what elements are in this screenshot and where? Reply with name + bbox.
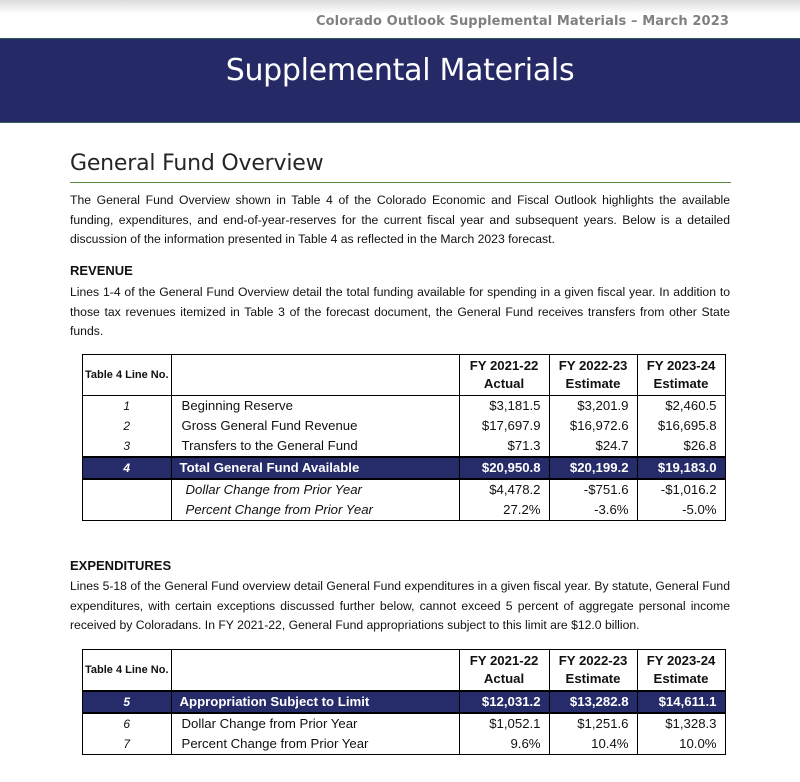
line-number: 4: [83, 457, 172, 479]
row-value: $12,031.2: [459, 691, 549, 713]
table-row: [83, 416, 726, 436]
row-value: -5.0%: [637, 500, 725, 521]
row-value: $26.8: [637, 436, 725, 457]
row-label: Gross General Fund Revenue: [171, 416, 459, 436]
row-value: -3.6%: [549, 500, 637, 521]
row-value: $1,328.3: [637, 713, 725, 734]
row-label: Percent Change from Prior Year: [171, 734, 459, 755]
line-number: 2: [83, 416, 172, 436]
row-label: Appropriation Subject to Limit: [171, 691, 459, 713]
banner-title: Supplemental Materials: [225, 53, 575, 88]
row-label: Transfers to the General Fund: [171, 436, 459, 457]
expenditures-heading: EXPENDITURES: [70, 558, 172, 573]
row-value: 10.0%: [637, 734, 725, 755]
running-header: Colorado Outlook Supplemental Materials – March 2023: [315, 14, 729, 29]
title-divider: [70, 182, 731, 183]
table-row: [83, 436, 726, 457]
header-label: [171, 355, 459, 396]
header-type: Estimate: [653, 376, 709, 391]
revenue-table: [82, 354, 726, 521]
header-label: [171, 650, 459, 692]
row-value: -$1,016.2: [637, 479, 725, 500]
line-number: [83, 500, 172, 521]
row-value: $20,950.8: [459, 457, 549, 479]
row-value: $1,251.6: [549, 713, 637, 734]
header-type: Estimate: [653, 671, 709, 686]
row-value: $3,181.5: [459, 396, 549, 417]
line-number: [83, 479, 172, 500]
page-top-shadow: [0, 0, 800, 14]
table-row: [83, 734, 726, 755]
header-fy-2022-23: [549, 650, 637, 692]
table-row: [83, 500, 726, 521]
row-value: 10.4%: [549, 734, 637, 755]
table-header-row: [83, 650, 726, 692]
row-value: -$751.6: [549, 479, 637, 500]
header-year: FY 2021-22: [469, 653, 539, 668]
row-value: $2,460.5: [637, 396, 725, 417]
revenue-table-body: [83, 396, 726, 521]
row-value: 9.6%: [459, 734, 549, 755]
row-label: Beginning Reserve: [171, 396, 459, 417]
line-number: 1: [83, 396, 172, 417]
table-row-total: [83, 691, 726, 713]
table-header-row: [83, 355, 726, 396]
header-type: Estimate: [565, 671, 621, 686]
section-title: General Fund Overview: [70, 151, 324, 176]
header-year: FY 2023-24: [646, 653, 716, 668]
line-number: 5: [83, 691, 172, 713]
header-year: FY 2021-22: [469, 358, 539, 373]
table-row-total: [83, 457, 726, 479]
header-year: FY 2022-23: [558, 358, 628, 373]
table-row: [83, 713, 726, 734]
line-number: 6: [83, 713, 172, 734]
header-type: Actual: [483, 376, 525, 391]
revenue-paragraph: Lines 1-4 of the General Fund Overview detail the total funding available for spending in a given fiscal year. In addition to those tax revenues itemized in Table 3 of the forecast document, the General Fund receives transfers from other State funds.: [70, 285, 730, 338]
header-fy-2022-23: [549, 355, 637, 396]
header-fy-2023-24: [637, 650, 725, 692]
row-label: Total General Fund Available: [171, 457, 459, 479]
row-label: Percent Change from Prior Year: [171, 500, 459, 521]
row-value: $71.3: [459, 436, 549, 457]
header-line-no: Table 4 Line No.: [83, 355, 172, 396]
header-year: FY 2023-24: [646, 358, 716, 373]
row-value: $20,199.2: [549, 457, 637, 479]
row-value: $13,282.8: [549, 691, 637, 713]
row-value: $1,052.1: [459, 713, 549, 734]
expenditures-table: [82, 649, 726, 755]
table-row: [83, 479, 726, 500]
header-type: Actual: [483, 671, 525, 686]
row-label: Dollar Change from Prior Year: [171, 479, 459, 500]
row-value: $17,697.9: [459, 416, 549, 436]
row-value: 27.2%: [459, 500, 549, 521]
row-label: Dollar Change from Prior Year: [171, 713, 459, 734]
row-value: $16,695.8: [637, 416, 725, 436]
header-fy-2021-22: [459, 650, 549, 692]
row-value: $24.7: [549, 436, 637, 457]
row-value: $3,201.9: [549, 396, 637, 417]
header-fy-2023-24: [637, 355, 725, 396]
row-value: $16,972.6: [549, 416, 637, 436]
header-fy-2021-22: [459, 355, 549, 396]
row-value: $19,183.0: [637, 457, 725, 479]
row-value: $14,611.1: [637, 691, 725, 713]
header-year: FY 2022-23: [558, 653, 628, 668]
expenditures-table-body: [83, 691, 726, 755]
line-number: 3: [83, 436, 172, 457]
table-row: [83, 396, 726, 417]
row-value: $4,478.2: [459, 479, 549, 500]
line-number: 7: [83, 734, 172, 755]
header-line-no: Table 4 Line No.: [83, 650, 172, 692]
intro-paragraph: The General Fund Overview shown in Table 4 of the Colorado Economic and Fiscal Outlook highlights the available funding, expenditures, and end-of-year-reserves for the current fiscal year and subsequent years. Below is a detailed discussion of the information presented in Table 4 as reflected in the March 2023 forecast.: [70, 193, 730, 246]
header-type: Estimate: [565, 376, 621, 391]
title-banner: [0, 38, 800, 123]
revenue-heading: REVENUE: [70, 263, 133, 278]
expenditures-paragraph: Lines 5-18 of the General Fund overview detail General Fund expenditures in a given fiscal year. By statute, General Fund expenditures, with certain exceptions discussed further below, cannot exceed 5 percent of aggregate personal income received by Coloradans. In FY 2021-22, General Fund appropriations subject to this limit are $12.0 billion.: [70, 579, 730, 632]
